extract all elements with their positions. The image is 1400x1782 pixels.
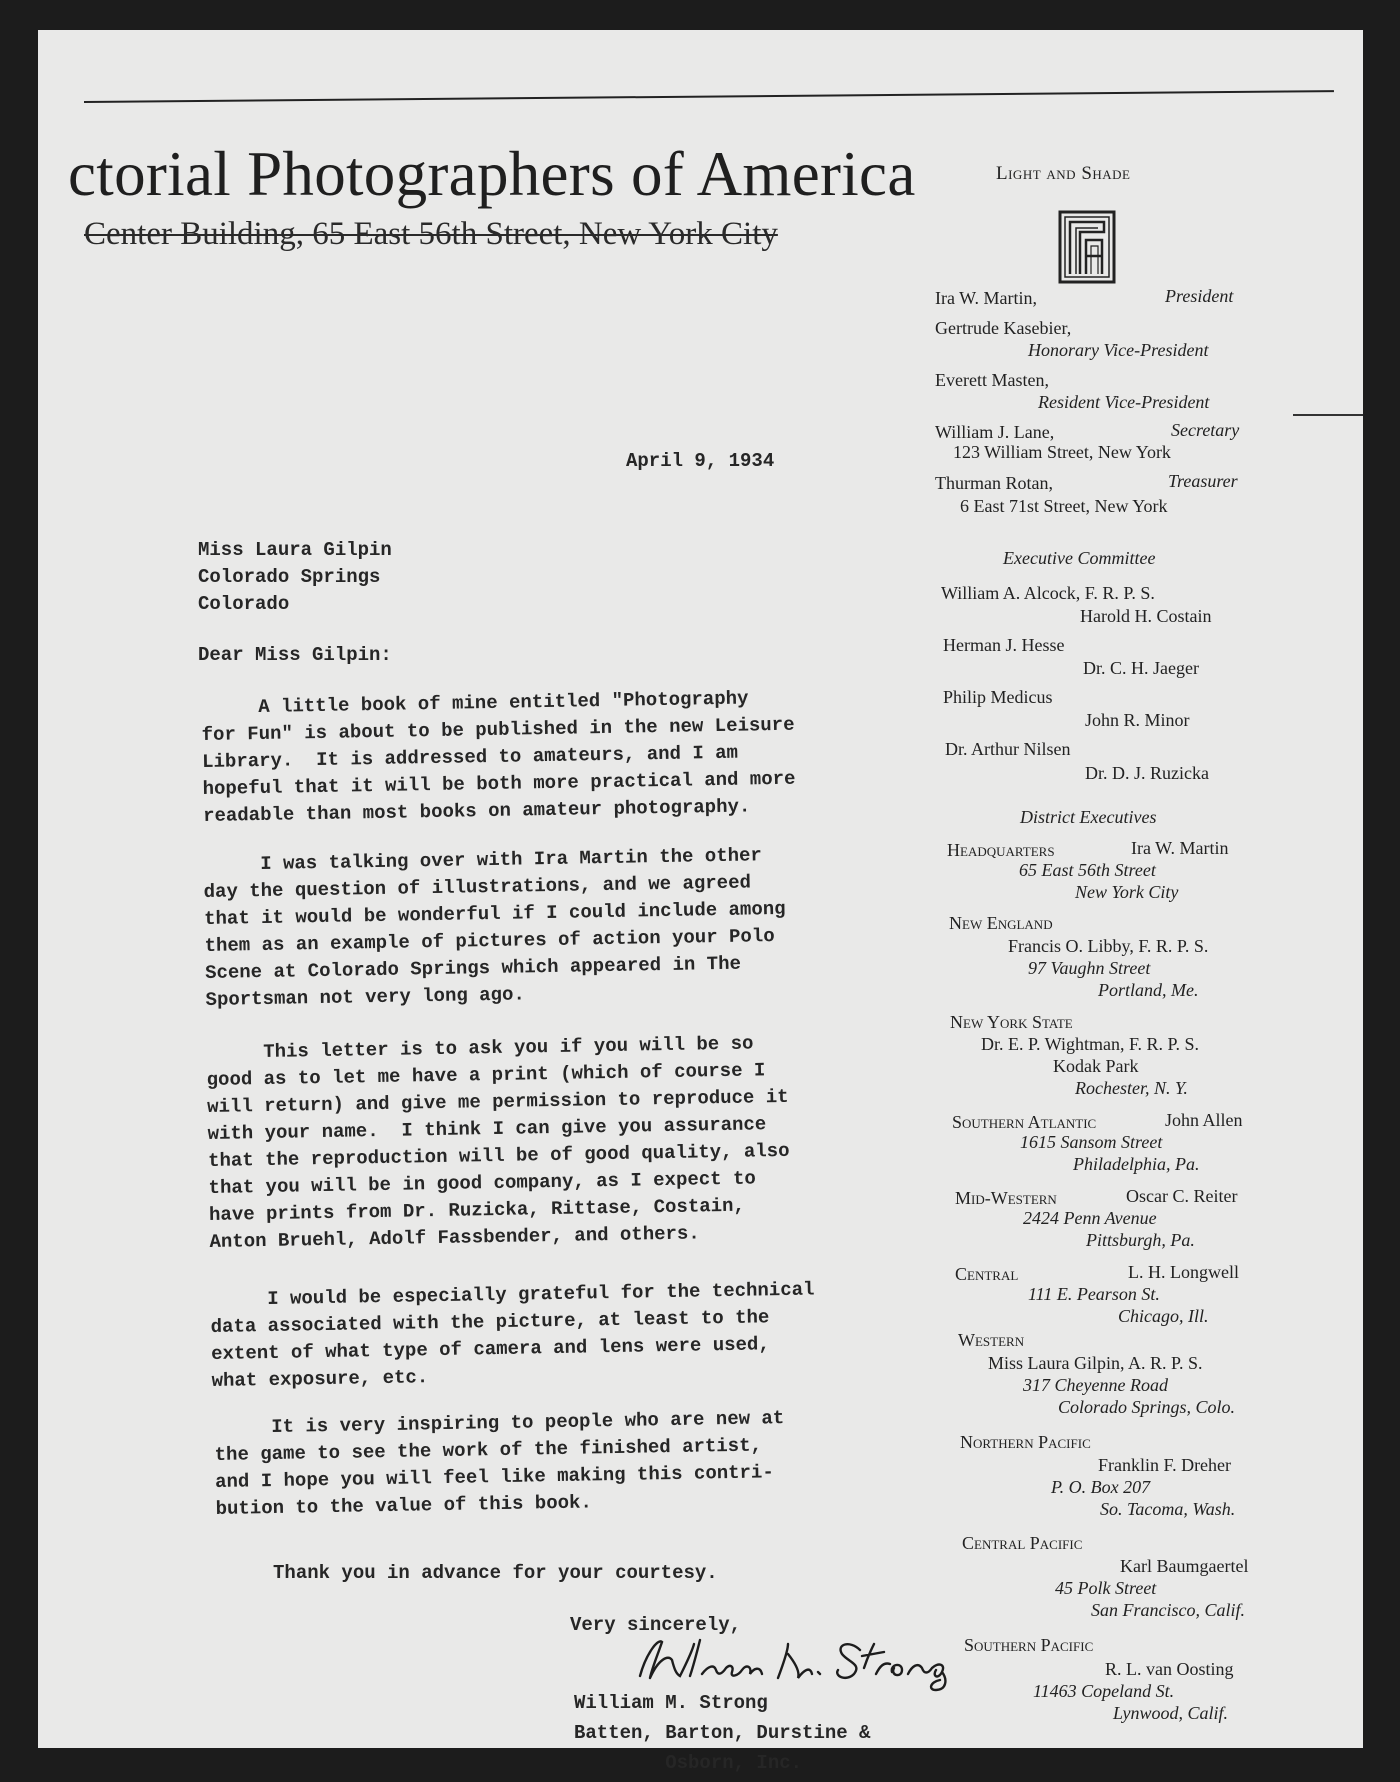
district-executive-name: Dr. E. P. Wightman, F. R. P. S. <box>981 1034 1200 1054</box>
district-address: 2424 Penn Avenue <box>1023 1208 1157 1228</box>
body-line: extent of what type of camera and lens were used, <box>210 1333 770 1365</box>
recipient-address <box>198 537 392 618</box>
body-line: Library. It is addressed to amateurs, and I am <box>201 741 739 773</box>
publication-name: Light and Shade <box>996 163 1131 184</box>
district-address: Portland, Me. <box>1098 980 1199 1000</box>
resident-vp-title: Resident Vice-President <box>1038 392 1210 412</box>
pa-monogram-logo-icon <box>1058 210 1116 284</box>
district-address: Philadelphia, Pa. <box>1073 1154 1200 1174</box>
committee-member: Dr. D. J. Ruzicka <box>1085 763 1209 783</box>
district-region: Southern Pacific <box>964 1635 1094 1655</box>
salutation: Dear Miss Gilpin: <box>198 644 392 666</box>
body-line: for Fun" is about to be published in the new Leisure <box>201 713 795 746</box>
district-region: Southern Atlantic <box>952 1112 1097 1132</box>
signer-name: William M. Strong <box>574 1692 768 1714</box>
district-address: San Francisco, Calif. <box>1091 1600 1245 1620</box>
district-executive-name: Karl Baumgaertel <box>1120 1556 1249 1576</box>
body-line: data associated with the picture, at least to the <box>210 1306 770 1338</box>
body-line: A little book of mine entitled "Photography <box>201 687 749 719</box>
org-name: ctorial Photographers of America <box>68 139 916 209</box>
district-address: 97 Vaughn Street <box>1028 958 1151 978</box>
district-address: 317 Cheyenne Road <box>1023 1375 1168 1395</box>
committee-member: Dr. C. H. Jaeger <box>1083 658 1199 678</box>
letter-date: April 9, 1934 <box>626 450 775 472</box>
treasurer-title: Treasurer <box>1168 471 1238 491</box>
resident-vp-name: Everett Masten, <box>935 370 1049 390</box>
treasurer-name: Thurman Rotan, <box>935 473 1053 493</box>
honorary-vp-title: Honorary Vice-President <box>1028 340 1209 360</box>
margin-rule <box>1293 414 1363 416</box>
president-name: Ira W. Martin, <box>935 288 1037 308</box>
district-region: New England <box>949 913 1053 933</box>
district-executive-name: Francis O. Libby, F. R. P. S. <box>1008 936 1209 956</box>
district-region: Central <box>955 1264 1019 1284</box>
complimentary-close: Very sincerely, <box>570 1614 742 1636</box>
district-address: Pittsburgh, Pa. <box>1086 1230 1195 1250</box>
paragraph <box>206 1030 791 1256</box>
committee-member: Herman J. Hesse <box>943 635 1065 655</box>
district-address: Lynwood, Calif. <box>1113 1703 1228 1723</box>
body-line: bution to the value of this book. <box>215 1491 593 1520</box>
district-address: P. O. Box 207 <box>1051 1477 1151 1497</box>
district-executive-name: John Allen <box>1165 1110 1243 1130</box>
district-executive-name: Miss Laura Gilpin, A. R. P. S. <box>988 1353 1203 1373</box>
letterhead-rule <box>84 90 1334 103</box>
closing-thanks: Thank you in advance for your courtesy. <box>216 1562 718 1584</box>
district-address: Rochester, N. Y. <box>1075 1078 1188 1098</box>
signer-company: Batten, Barton, Durstine & <box>574 1722 871 1744</box>
recipient-line: Miss Laura Gilpin <box>198 539 392 561</box>
body-line: Scene at Colorado Springs which appeared in The <box>204 952 742 984</box>
honorary-vp-name: Gertrude Kasebier, <box>935 318 1072 338</box>
district-address: 111 E. Pearson St. <box>1028 1284 1160 1304</box>
district-region: Mid-Western <box>955 1188 1057 1208</box>
district-executive-name: Oscar C. Reiter <box>1126 1186 1238 1206</box>
body-line: It is very inspiring to people who are new at <box>214 1407 785 1439</box>
district-executive-name: L. H. Longwell <box>1128 1262 1239 1282</box>
district-executive-name: Franklin F. Dreher <box>1098 1455 1232 1475</box>
signer-block <box>574 1688 870 1778</box>
paragraph <box>203 842 787 1014</box>
district-address: 65 East 56th Street <box>1019 860 1156 880</box>
district-executive-name: R. L. van Oosting <box>1105 1659 1234 1679</box>
body-line: I would be especially grateful for the technical <box>210 1278 815 1311</box>
district-region: Headquarters <box>947 840 1055 860</box>
committee-member: Harold H. Costain <box>1080 606 1212 626</box>
body-line: day the question of illustrations, and we agreed <box>203 871 752 903</box>
body-line: with your name. I think I can give you assurance <box>207 1113 767 1145</box>
body-line: have prints from Dr. Ruzicka, Rittase, Costain, <box>208 1194 746 1226</box>
district-address: New York City <box>1075 882 1179 902</box>
org-address: Center Building, 65 East 56th Street, New York City <box>84 216 778 252</box>
secretary-address: 123 William Street, New York <box>953 442 1171 462</box>
body-line: good as to let me have a print (which of course I <box>206 1059 766 1091</box>
body-line: Sportsman not very long ago. <box>205 983 525 1011</box>
district-region: Western <box>958 1330 1025 1350</box>
secretary-title: Secretary <box>1171 420 1240 440</box>
paragraph <box>201 685 796 830</box>
body-line: hopeful that it will be both more practical and more <box>202 767 796 800</box>
body-line: that the reproduction will be of good quality, also <box>207 1139 790 1172</box>
body-line: and I hope you will feel like making this contri- <box>214 1461 774 1493</box>
body-line: I was talking over with Ira Martin the other <box>203 844 763 876</box>
district-executives-heading: District Executives <box>1020 807 1157 827</box>
district-executive-name: Ira W. Martin <box>1131 838 1229 858</box>
district-region: Northern Pacific <box>960 1432 1091 1452</box>
district-address: 1615 Sansom Street <box>1020 1132 1163 1152</box>
district-address: So. Tacoma, Wash. <box>1100 1499 1236 1519</box>
recipient-line: Colorado <box>198 593 290 615</box>
district-address: Colorado Springs, Colo. <box>1058 1397 1236 1417</box>
committee-member: William A. Alcock, F. R. P. S. <box>941 583 1155 603</box>
body-line: them as an example of pictures of action your Polo <box>204 925 775 957</box>
body-line: This letter is to ask you if you will be so <box>206 1032 754 1064</box>
body-line: will return) and give me permission to reproduce it <box>206 1085 789 1118</box>
district-region: Central Pacific <box>962 1533 1083 1553</box>
recipient-line: Colorado Springs <box>198 566 381 588</box>
executive-committee-heading: Executive Committee <box>1003 548 1156 568</box>
paragraph <box>214 1405 786 1523</box>
handwritten-signature <box>628 1624 988 1694</box>
committee-member: Philip Medicus <box>943 687 1053 707</box>
body-line: readable than most books on amateur photography. <box>202 795 751 827</box>
committee-member: John R. Minor <box>1085 710 1190 730</box>
secretary-name: William J. Lane, <box>935 422 1055 442</box>
body-line: the game to see the work of the finished artist, <box>214 1434 763 1466</box>
district-region: New York State <box>950 1012 1073 1032</box>
committee-member: Dr. Arthur Nilsen <box>945 739 1071 759</box>
letter-page <box>38 30 1363 1774</box>
body-line: that it would be wonderful if I could include among <box>203 897 786 930</box>
paragraph <box>210 1276 816 1395</box>
signer-company: Osborn, Inc. <box>574 1752 803 1774</box>
body-line: what exposure, etc. <box>211 1366 429 1392</box>
district-address: Chicago, Ill. <box>1118 1306 1209 1326</box>
district-address: 45 Polk Street <box>1055 1578 1157 1598</box>
president-title: President <box>1165 286 1234 306</box>
body-line: Anton Bruehl, Adolf Fassbender, and others. <box>209 1222 700 1253</box>
body-line: that you will be in good company, as I expect to <box>208 1167 756 1199</box>
treasurer-address: 6 East 71st Street, New York <box>960 496 1168 516</box>
district-address: 11463 Copeland St. <box>1033 1681 1175 1701</box>
district-address: Kodak Park <box>1053 1056 1139 1076</box>
